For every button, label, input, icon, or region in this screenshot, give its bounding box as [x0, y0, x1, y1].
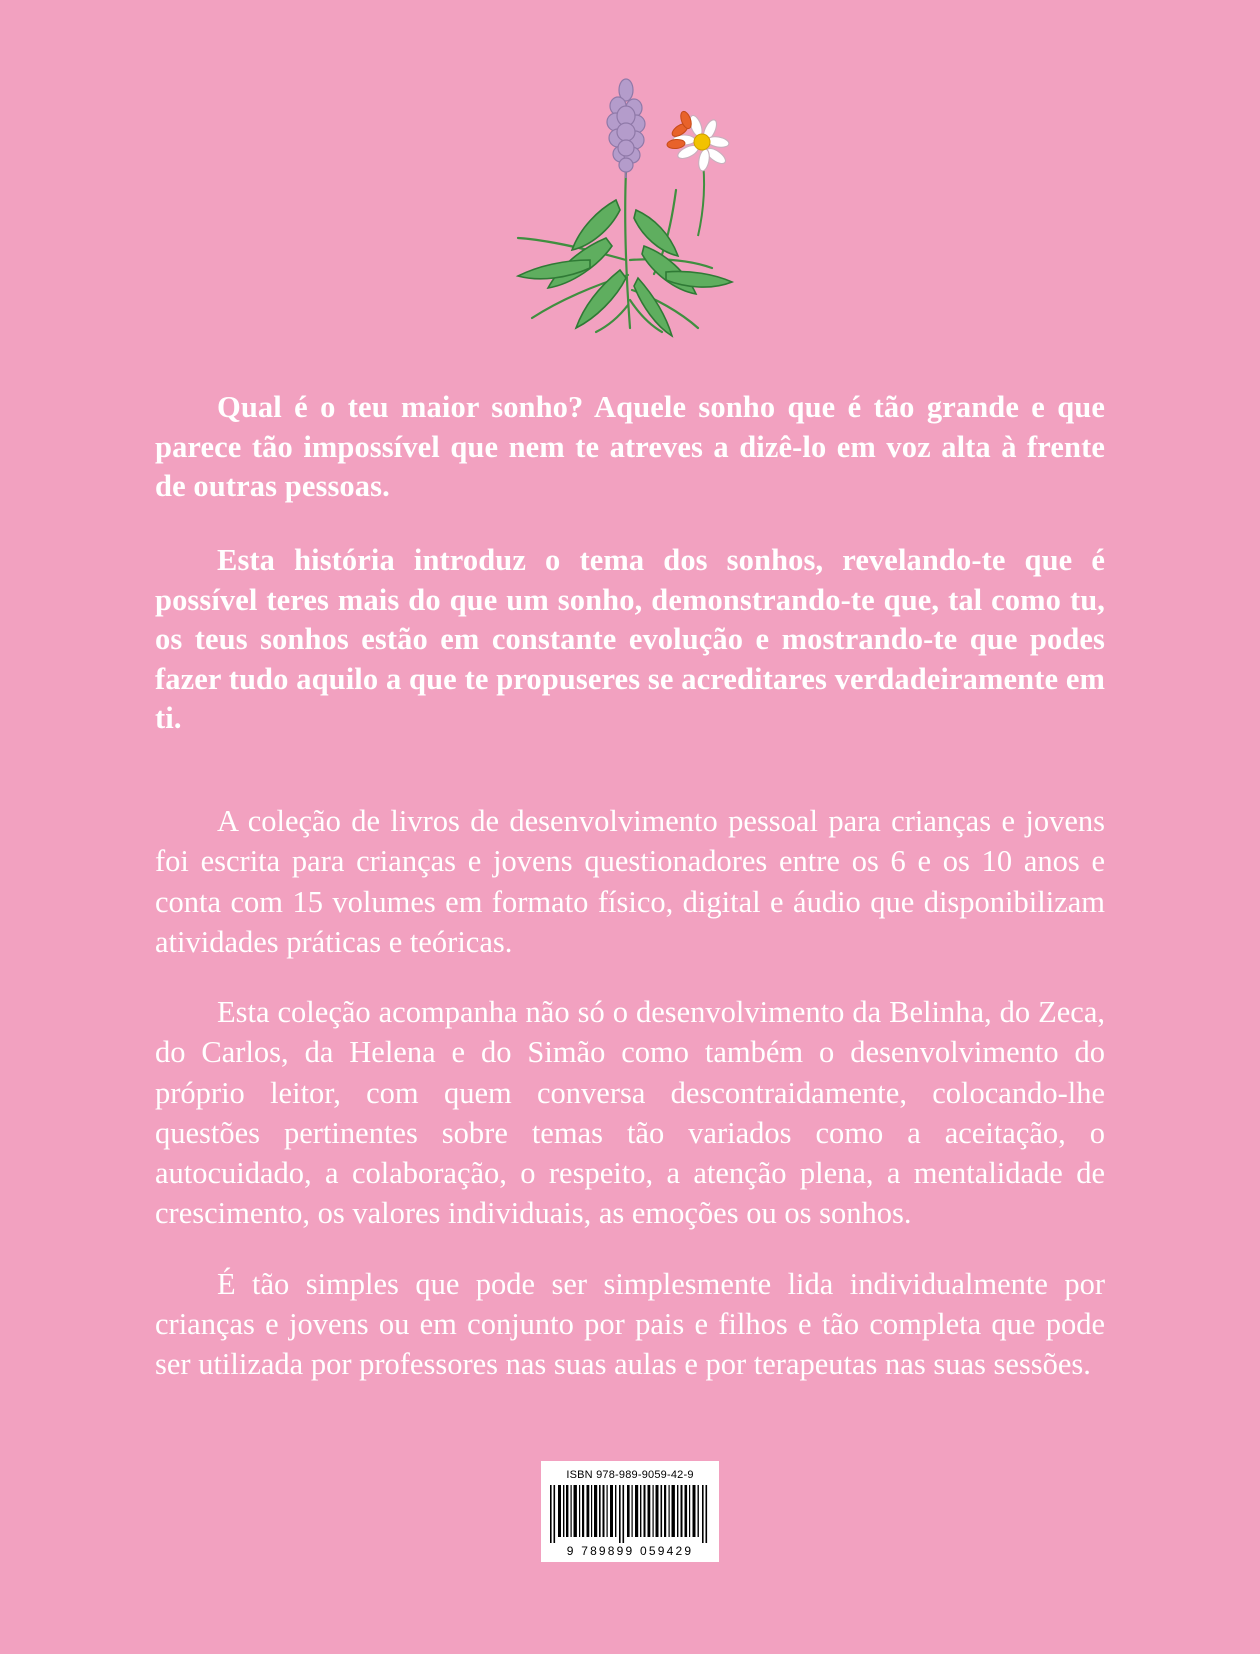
isbn-label: ISBN 978-989-9059-42-9	[566, 1469, 694, 1481]
paragraph-light-1: A coleção de livros de desenvolvimento pessoal para crianças e jovens foi escrita para crianças e jovens questionadores entre os 6 e os 10 anos e conta com 15 volumes em formato físico, digital e áudio que disponibilizam atividades práticas e teóricas.	[155, 804, 1105, 959]
barcode-digits: 9 789899 059429	[566, 1544, 694, 1558]
barcode-bars	[547, 1485, 713, 1543]
paragraph-light-3: É tão simples que pode ser simplesmente lida individualmente por crianças e jovens ou em conjunto por pais e filhos e tão completa que pode ser utilizada por professores nas suas aulas e por terapeutas nas suas sessões.	[155, 1266, 1105, 1382]
lavender-and-daisy-illustration	[440, 60, 820, 360]
cover-copy	[155, 388, 1105, 1410]
paragraph-bold-2: Esta história introduz o tema dos sonhos, revelando-te que é possível teres mais do que um sonho, demonstrando-te que, tal como tu, os teus sonhos estão em constante evolução e mostrando-te que podes fazer tudo aquilo a que te propuseres se acreditares verdadeiramente em ti.	[155, 542, 1105, 736]
description-paragraphs	[155, 801, 1105, 1384]
paragraph-bold-1: Qual é o teu maior sonho? Aquele sonho que é tão grande e que parece tão impossível que nem te atreves a dizê-lo em voz alta à frente de outras pessoas.	[155, 390, 1105, 504]
isbn-barcode	[541, 1461, 719, 1562]
paragraph-light-2: Esta coleção acompanha não só o desenvolvimento da Belinha, do Zeca, do Carlos, da Helena e do Simão como também o desenvolvimento do próprio leitor, com quem conversa descontraidamente, colocando-lhe questões pertinentes sobre temas tão variados como a aceitação, o autocuidado, a colaboração, o respeito, a atenção plena, a mentalidade de crescimento, os valores individuais, as emoções ou os sonhos.	[155, 995, 1105, 1231]
highlight-paragraphs	[155, 388, 1105, 739]
